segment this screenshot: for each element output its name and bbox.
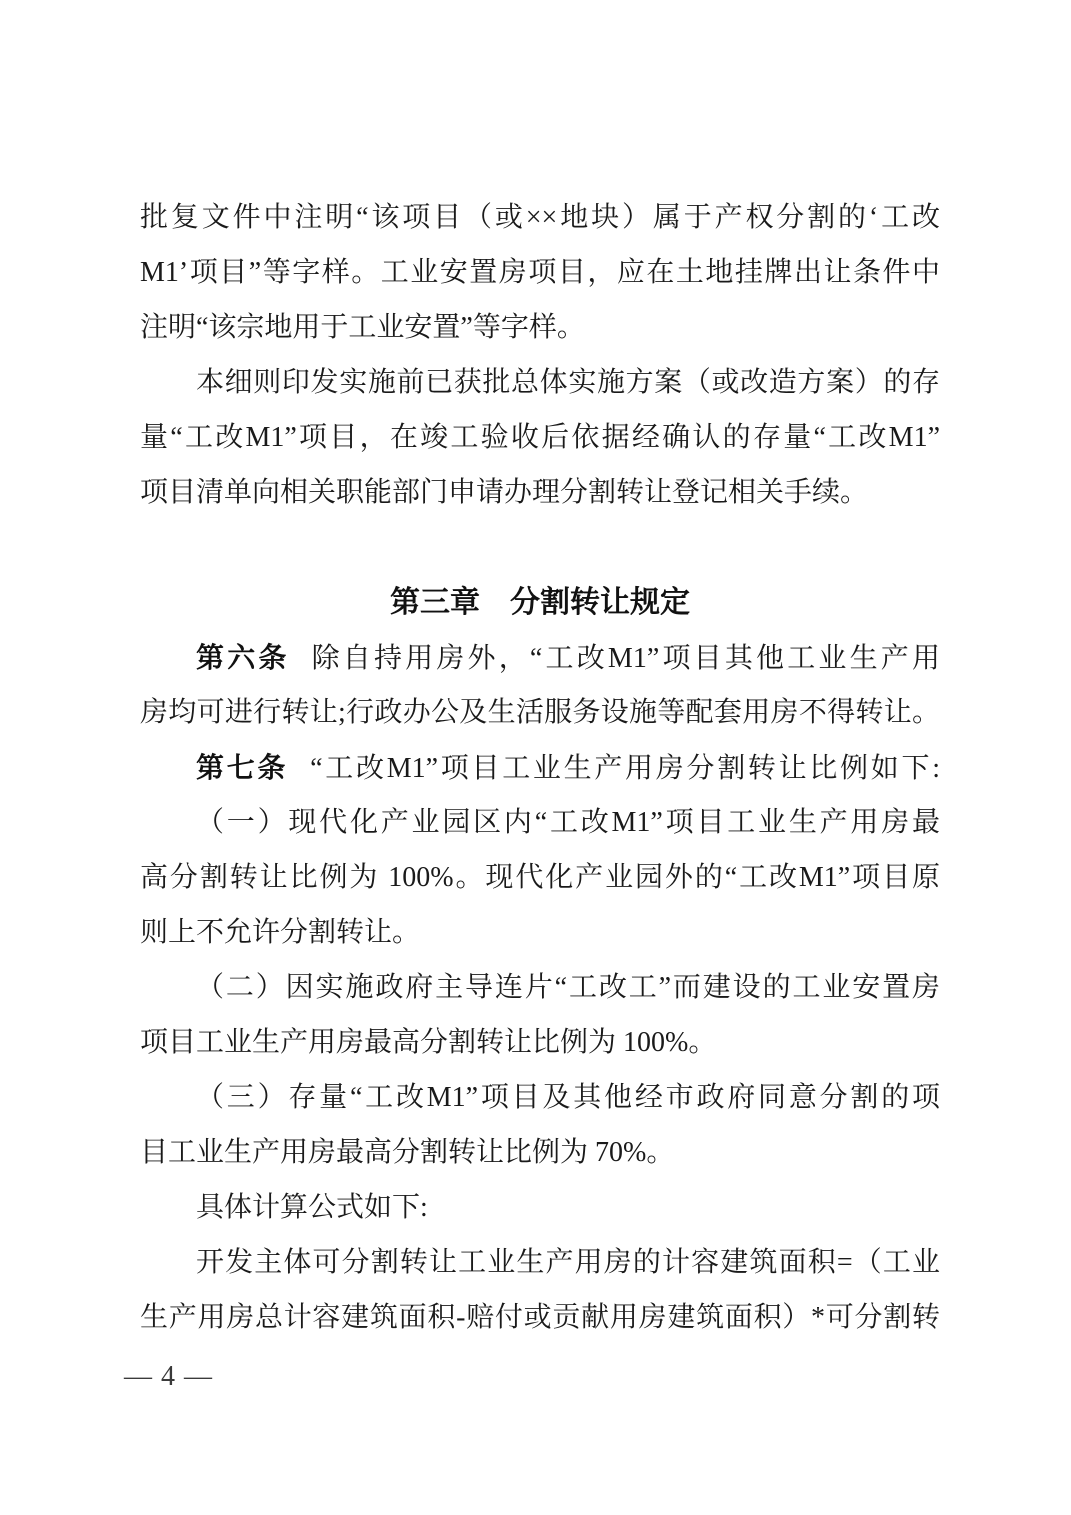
paragraph-article-7	[140, 740, 940, 795]
text-line: 房均可进行转让;行政办公及生活服务设施等配套用房不得转让。	[140, 697, 940, 728]
text-line: 本细则印发实施前已获批总体实施方案（或改造方案）的存	[196, 367, 940, 398]
text-line: 项目工业生产用房最高分割转让比例为 100%。	[140, 1027, 717, 1058]
paragraph-approval-note	[140, 190, 940, 355]
text-line: 开发主体可分割转让工业生产用房的计容建筑面积=（工业	[196, 1247, 940, 1278]
article-7-text: “工改M1”项目工业生产用房分割转让比例如下:	[310, 753, 940, 784]
text-line: 生产用房总计容建筑面积-赔付或贡献用房建筑面积）*可分割转	[140, 1302, 940, 1333]
paragraph-formula-intro	[140, 1180, 940, 1235]
article-7-label: 第七条	[196, 752, 289, 783]
text-line: 具体计算公式如下:	[196, 1192, 428, 1223]
text-line	[140, 630, 940, 685]
text-line	[140, 740, 940, 795]
paragraph-item-two	[140, 960, 940, 1070]
text-line: （一）现代化产业园区内“工改M1”项目工业生产用房最	[196, 807, 940, 838]
paragraph-formula	[140, 1235, 940, 1345]
document-body	[140, 190, 940, 1345]
text-line: M1’项目”等字样。工业安置房项目，应在土地挂牌出让条件中	[140, 257, 940, 288]
page-number: — 4 —	[124, 1361, 213, 1392]
text-line: 项目清单向相关职能部门申请办理分割转让登记相关手续。	[140, 477, 869, 508]
paragraph-article-6	[140, 630, 940, 740]
paragraph-item-three	[140, 1070, 940, 1180]
paragraph-stock-projects	[140, 355, 940, 520]
chapter-heading: 第三章 分割转让规定	[390, 586, 690, 619]
text-line: 目工业生产用房最高分割转让比例为 70%。	[140, 1137, 675, 1168]
text-line: （三）存量“工改M1”项目及其他经市政府同意分割的项	[196, 1082, 940, 1113]
text-line: 注明“该宗地用于工业安置”等字样。	[140, 312, 585, 343]
text-line: 则上不允许分割转让。	[140, 917, 421, 948]
article-6-text: 除自持用房外，“工改M1”项目其他工业生产用	[311, 643, 940, 674]
text-line: 高分割转让比例为 100%。现代化产业园外的“工改M1”项目原	[140, 862, 940, 893]
paragraph-item-one	[140, 795, 940, 960]
text-line: 批复文件中注明“该项目（或××地块）属于产权分割的‘工改	[140, 202, 940, 233]
text-line: 量“工改M1”项目，在竣工验收后依据经确认的存量“工改M1”	[140, 422, 940, 453]
text-line: （二）因实施政府主导连片“工改工”而建设的工业安置房	[196, 972, 940, 1003]
article-6-label: 第六条	[196, 642, 290, 673]
